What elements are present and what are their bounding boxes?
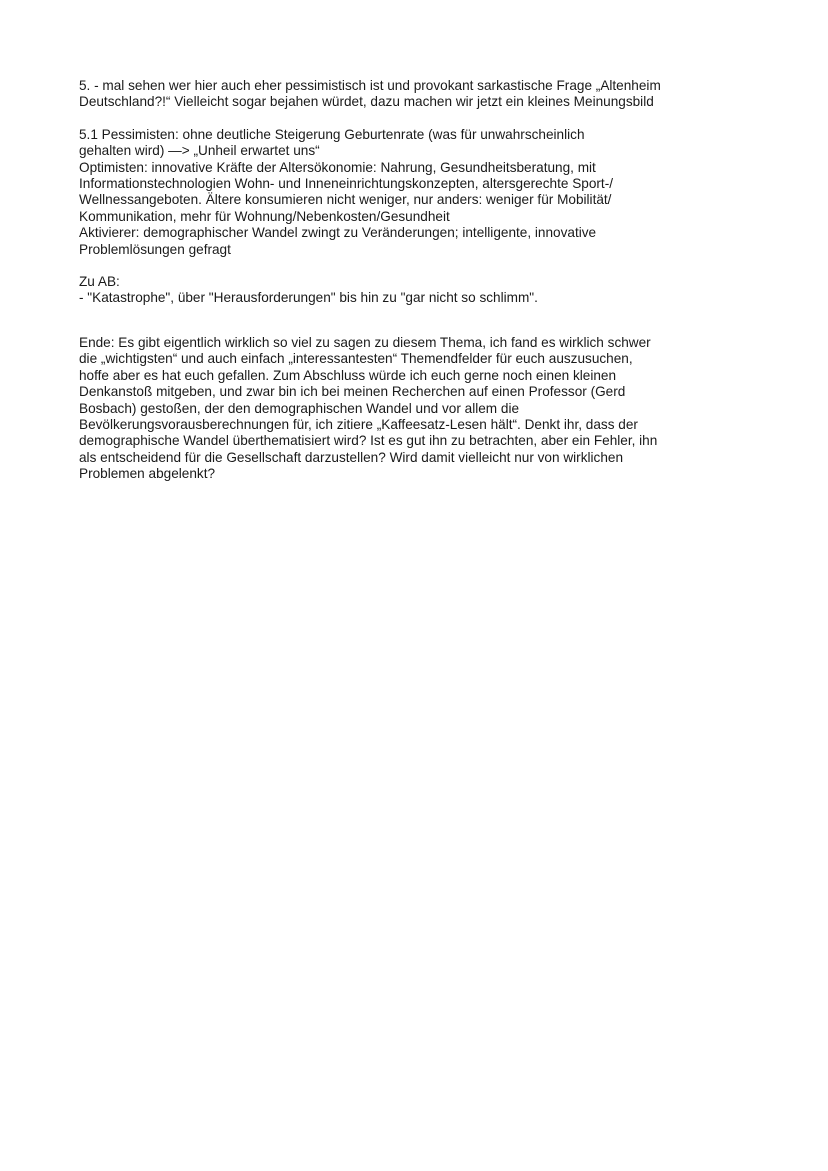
text-line: hoffe aber es hat euch gefallen. Zum Abschluss würde ich euch gerne noch einen kleinen <box>79 367 617 383</box>
text-line: 5. - mal sehen wer hier auch eher pessimistisch ist und provokant sarkastische Frage „Altenheim <box>79 78 661 93</box>
text-line: Bevölkerungsvorausberechnungen für, ich zitiere „Kaffeesatz-Lesen hält“. Denkt ihr, dass der <box>79 416 638 432</box>
text-line: Problemen abgelenkt? <box>79 466 216 482</box>
text-line: demographische Wandel überthematisiert wird? Ist es gut ihn zu betrachten, aber ein Fehler, ihn <box>79 433 658 449</box>
text-line: Ende: Es gibt eigentlich wirklich so viel zu sagen zu diesem Thema, ich fand es wirklich schwer <box>79 334 651 350</box>
text-line: Denkanstoß mitgeben, und zwar bin ich bei meinen Recherchen auf einen Professor (Gerd <box>79 384 626 400</box>
text-line: Zu AB: <box>79 274 120 290</box>
text-line: als entscheidend für die Gesellschaft darzustellen? Wird damit vielleicht nur von wirklichen <box>79 449 624 465</box>
text-line: Kommunikation, mehr für Wohnung/Nebenkosten/Gesundheit <box>79 208 450 224</box>
text-line: Problemlösungen gefragt <box>79 241 231 257</box>
text-line: Informationstechnologien Wohn- und Inneneinrichtungskonzepten, altersgerechte Sport-/ <box>79 176 614 192</box>
text-line: - "Katastrophe", über "Herausforderungen" bis hin zu "gar nicht so schlimm". <box>79 290 538 306</box>
text-line: 5.1 Pessimisten: ohne deutliche Steigerung Geburtenrate (was für unwahrscheinlich <box>79 126 585 142</box>
section-5-paragraph <box>79 78 759 111</box>
ende-paragraph <box>79 335 759 483</box>
zu-ab-paragraph <box>79 274 759 307</box>
text-line: gehalten wird) —> „Unheil erwartet uns“ <box>79 143 320 159</box>
document-content <box>79 78 759 499</box>
text-line: Deutschland?!“ Vielleicht sogar bejahen würdet, dazu machen wir jetzt ein kleines Meinungsbild <box>79 94 654 110</box>
section-5-1-paragraph <box>79 127 759 258</box>
text-line: Bosbach) gestoßen, der den demographischen Wandel und vor allem die <box>79 400 520 416</box>
text-line: die „wichtigsten“ und auch einfach „interessantesten“ Themendfelder für euch auszusuchen, <box>79 351 633 367</box>
text-line: Aktivierer: demographischer Wandel zwingt zu Veränderungen; intelligente, innovative <box>79 225 597 241</box>
text-line: Wellnessangeboten. Ältere konsumieren nicht weniger, nur anders: weniger für Mobilität/ <box>79 192 612 208</box>
text-line: Optimisten: innovative Kräfte der Altersökonomie: Nahrung, Gesundheitsberatung, mit <box>79 159 596 175</box>
